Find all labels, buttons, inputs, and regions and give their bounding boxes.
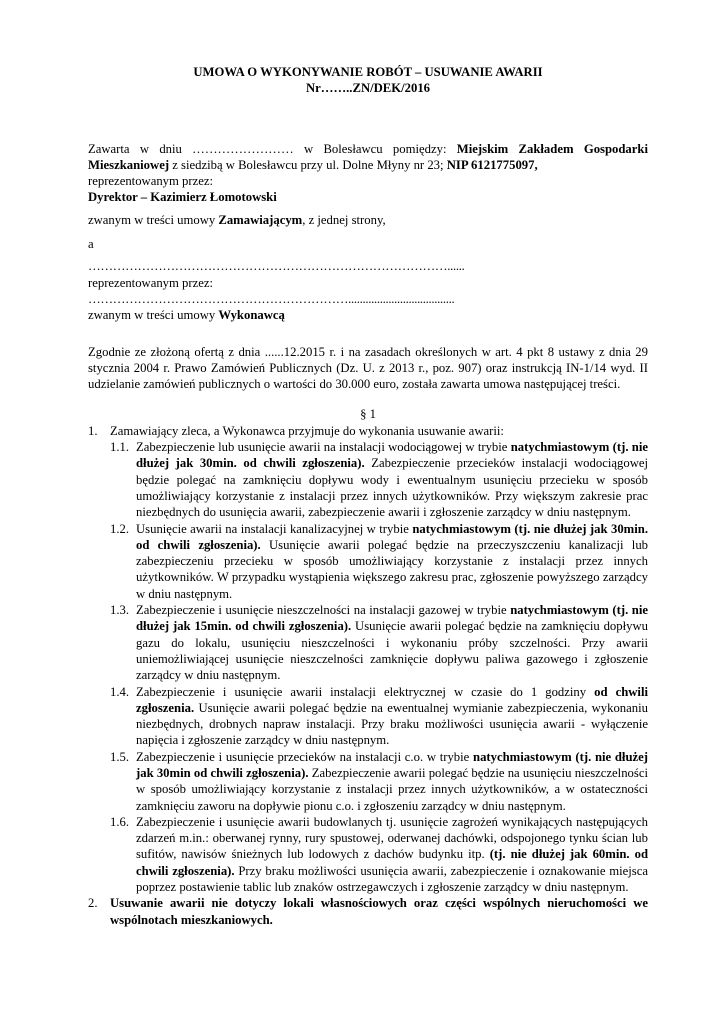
list-item-1-2: 1.2. Usunięcie awarii na instalacji kanalizacyjnej w trybie natychmiastowym (tj. nie dłużej jak 30min. od chwili zgłoszenia). Usunięcie awarii polegać będzie na przeczyszczeniu kanalizacji lub zabezpieczeniu przecieku w sposób umożliwiający korzystanie z instalacji przez innych użytkowników. W przypadku wystąpienia większego zakresu prac, zgłoszenie powyższego zarządcy w dniu następnym. (110, 521, 649, 601)
preamble: Zgodnie ze złożoną ofertą z dnia ......12.2015 r. i na zasadach określonych w art. 4 pkt 8 ustawy z dnia 29 stycznia 2004 r. Prawo Zamówień Publicznych (Dz. U. z 2013 r., poz. 907) oraz instrukcją IN-1/14 wyd. II udzielanie zamówień publicznych o wartości do 30.000 euro, została zawarta umowa następującej treści. (88, 344, 648, 392)
list-item-1-6: 1.6. Zabezpieczenie i usunięcie awarii budowlanych tj. usunięcie zagrożeń wynikających następujących zdarzeń m.in.: oberwanej rynny, rury spustowej, oderwanej dachówki, odspojonego tynku ścian lub sufitów, nawisów śnieżnych lub lodowych z dachów budynku itp. (tj. nie dłużej jak 60min. od chwili zgłoszenia). Przy braku możliwości usunięcia awarii, zabezpieczenie i oznakowanie miejsca poprzez postawienie tablic lub znaków ostrzegawczych i zgłoszenie zarządcy w dniu następnym. (110, 814, 648, 895)
list-item-1-3: 1.3. Zabezpieczenie i usunięcie nieszczelności na instalacji gazowej w trybie natychmiastowym (tj. nie dłużej jak 15min. od chwili zgłoszenia). Usunięcie awarii polegać będzie na zamknięciu dopływu gazu do lokalu, usunięciu nieszczelności i wykonaniu próby szczelności. Przy awarii uniemożliwiającej usunięcie nieszczelności zamknięcie dopływu paliwa gazowego i zgłoszenie zarządcy w dniu następnym. (110, 603, 648, 683)
contract-number: Nr……..ZN/DEK/2016 (305, 81, 431, 96)
list-item-1-4: 1.4. Zabezpieczenie i usunięcie awarii instalacji elektrycznej w czasie do 1 godziny od chwili zgłoszenia. Usunięcie awarii polegać będzie na ewentualnej wymianie zabezpieczenia, wykonaniu niezbędnych, drobnych napraw instalacji. Przy braku możliwości usunięcia awarii - wyłączenie napięcia i zgłoszenie zarządcy w dniu następnym. (110, 684, 648, 748)
employer-role-line: zwanym w treści umowy Zamawiającym, z jednej strony, (88, 212, 386, 227)
document-title: UMOWA O WYKONYWANIE ROBÓT – USUWANIE AWARII (193, 65, 543, 79)
represented-by: reprezentowanym przez: (88, 174, 214, 189)
list-item-1-5: 1.5. Zabezpieczenie i usunięcie przecieków na instalacji c.o. w trybie natychmiastowym (tj. nie dłużej jak 30min od chwili zgłoszenia). Zabezpieczenie awarii polegać będzie na usunięciu nieszczelności w sposób umożliwiający korzystanie z instalacji przez innych użytkowników, a w ostateczności zamknięciu zaworu na dopływie pionu c.o. i zgłoszeniu zarządcy w dniu następnym. (110, 749, 648, 813)
nip: NIP 6121775097, (446, 157, 538, 172)
section-mark: § 1 (360, 407, 376, 422)
employer-name: Miejskim Zakładem Gospodarki Mieszkaniowej (88, 141, 648, 172)
document-page (88, 64, 648, 928)
contractor-role-line: zwanym w treści umowy Wykonawcą (88, 308, 285, 323)
representative-blank: ………………………………………………………..................................... (88, 291, 455, 306)
list-item-2: 2. Usuwanie awarii nie dotyczy lokali własnościowych oraz części wspólnych nieruchomości we wspólnotach mieszkaniowych. (88, 896, 648, 927)
parties-intro: Zawarta w dniu …………………… w Bolesławcu pomiędzy: Miejskim Zakładem Gospodarki Mieszkaniowej z siedzibą w Bolesławcu przy ul. Dolne Młyny nr 23; NIP 6121775097, (88, 141, 648, 172)
list-item-1-1: 1.1. Zabezpieczenie lub usunięcie awarii na instalacji wodociągowej w trybie natychmiastowym (tj. nie dłużej jak 30min. od chwili zgłoszenia). Zabezpieczenie przecieków instalacji wodociągowej będzie polegać na zamknięciu dopływu wody i ewentualnym usunięciu przecieku w sposób umożliwiający korzystanie z instalacji przez innych użytkowników. Przy większym zakresie prac niezbędnych do usunięcia awarii, zabezpieczenie awarii i zgłoszenie zarządcy w dniu następnym. (110, 440, 649, 520)
contractor-blank: ……………………………………………………………………………...... (88, 259, 465, 274)
director: Dyrektor – Kazimierz Łomotowski (88, 190, 277, 205)
represented-by-2: reprezentowanym przez: (88, 275, 214, 290)
list-item-1: 1. Zamawiający zleca, a Wykonawca przyjmuje do wykonania usuwanie awarii: (88, 423, 504, 438)
and-word: a (88, 237, 94, 252)
